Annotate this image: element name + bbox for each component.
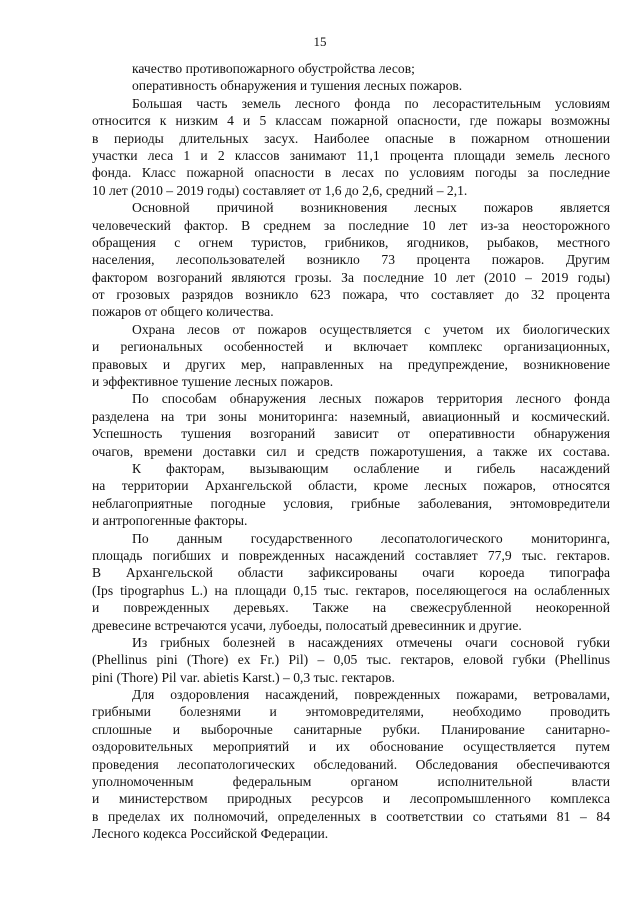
- text-line: фактором возгораний являются грозы. За последние 10 лет (2010 – 2019 годы): [92, 269, 610, 285]
- text-line: и поврежденных деревьях. Также на свежесрубленной неокоренной: [92, 600, 610, 616]
- text-line: пожаров от общего количества.: [92, 304, 274, 320]
- text-line: и региональных особенностей и включает комплекс организационных,: [92, 339, 610, 355]
- text-line: в периоды длительных засух. Наиболее опасные в пожарном отношении: [92, 130, 610, 146]
- text-line: и антропогенные факторы.: [92, 513, 248, 529]
- text-line: По способам обнаружения лесных пожаров территория лесного фонда: [132, 391, 610, 407]
- text-line: древесине встречаются усачи, лубоеды, полосатый древесинник и другие.: [92, 617, 522, 633]
- text-line: и министерством природных ресурсов и лесопромышленного комплекса: [92, 791, 610, 807]
- text-line: человеческий фактор. В среднем за последние 10 лет из-за неосторожного: [92, 217, 610, 233]
- body-text: [92, 60, 610, 843]
- text-line: уполномоченным федеральным органом исполнительной власти: [92, 774, 610, 790]
- text-line: В Архангельской области зафиксированы очаги короеда типографа: [92, 565, 610, 581]
- text-line: в пределах их полномочий, определенных в соответствии со статьями 81 – 84: [92, 808, 610, 824]
- text-line: на территории Архангельской области, кроме лесных пожаров, относятся: [92, 478, 610, 494]
- text-line: К факторам, вызывающим ослабление и гибель насаждений: [132, 460, 610, 476]
- text-line: сплошные и выборочные санитарные рубки. Планирование санитарно-: [92, 721, 610, 737]
- text-line: оперативность обнаружения и тушения лесных пожаров.: [132, 78, 463, 94]
- text-line: неблагоприятные погодные условия, грибные заболевания, энтомовредители: [92, 495, 610, 511]
- text-line: площадь погибших и поврежденных насаждений составляет 77,9 тыс. гектаров.: [92, 547, 610, 563]
- text-line: качество противопожарного обустройства лесов;: [132, 61, 415, 76]
- text-line: участки леса 1 и 2 классов занимают 11,1 процента площади земель лесного: [92, 147, 610, 163]
- text-line: 10 лет (2010 – 2019 годы) составляет от 1,6 до 2,6, средний – 2,1.: [92, 182, 468, 198]
- text-line: (Ips tipographus L.) на площади 0,15 тыс. гектаров, поселяющегося на ослабленных: [92, 582, 610, 598]
- text-line: pini (Thore) Pil var. abietis Karst.) – 0,3 тыс. гектаров.: [92, 669, 395, 685]
- text-line: разделена на три зоны мониторинга: наземный, авиационный и космический.: [92, 408, 610, 424]
- text-line: Большая часть земель лесного фонда по лесорастительным условиям: [132, 95, 610, 111]
- text-line: фонда. Класс пожарной опасности в лесах по условиям погоды за последние: [92, 165, 610, 181]
- text-line: населения, лесопользователей возникло 73 процента пожаров. Другим: [92, 252, 610, 268]
- text-line: относится к низким 4 и 5 классам пожарной опасности, где пожары возможны: [92, 113, 610, 129]
- text-line: По данным государственного лесопатологического мониторинга,: [132, 530, 610, 546]
- text-line: грибными болезнями и энтомовредителями, необходимо проводить: [92, 704, 610, 720]
- text-line: от грозовых разрядов возникло 623 пожара, что составляет до 32 процента: [92, 287, 610, 303]
- text-line: (Phellinus pini (Thore) ex Fr.) Pil) – 0,05 тыс. гектаров, еловой губки (Phellinus: [92, 652, 610, 668]
- text-line: оздоровительных мероприятий и их обоснование осуществляется путем: [92, 739, 610, 755]
- text-line: обращения с огнем туристов, грибников, ягодников, рыбаков, местного: [92, 234, 610, 250]
- text-line: Успешность тушения возгораний зависит от оперативности обнаружения: [92, 426, 610, 442]
- text-line: очагов, времени доставки сил и средств пожаротушения, а также их состава.: [92, 443, 610, 459]
- text-line: правовых и других мер, направленных на предупреждение, возникновение: [92, 356, 610, 372]
- text-line: Лесного кодекса Российской Федерации.: [92, 826, 329, 842]
- text-line: Охрана лесов от пожаров осуществляется с учетом их биологических: [132, 321, 610, 337]
- text-line: и эффективное тушение лесных пожаров.: [92, 374, 334, 390]
- page-number: 15: [313, 34, 327, 49]
- text-line: Основной причиной возникновения лесных пожаров является: [132, 200, 610, 216]
- text-line: Для оздоровления насаждений, поврежденных пожарами, ветровалами,: [132, 687, 610, 703]
- text-line: Из грибных болезней в насаждениях отмечены очаги сосновой губки: [132, 634, 610, 650]
- text-line: проведения лесопатологических обследований. Обследования обеспечиваются: [92, 756, 610, 772]
